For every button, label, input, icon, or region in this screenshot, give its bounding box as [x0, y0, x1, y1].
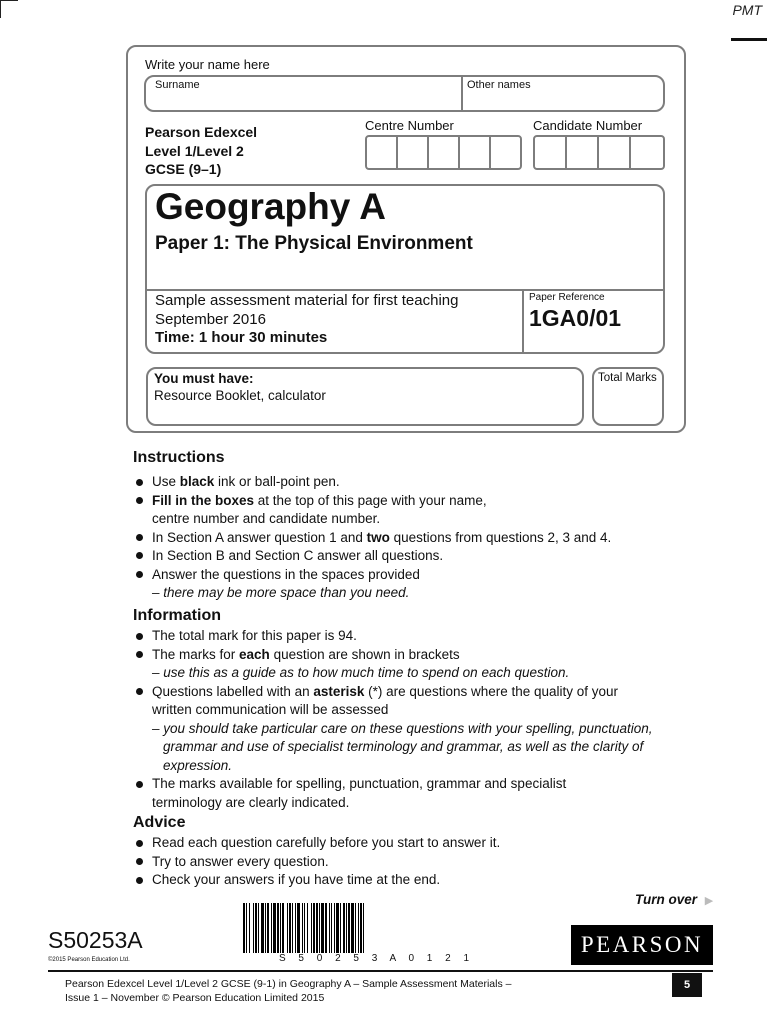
footer-text — [65, 977, 511, 1005]
centre-number-label: Centre Number — [365, 118, 454, 133]
surname-label: Surname — [155, 79, 200, 91]
corner-mark — [0, 0, 18, 1]
information-item — [152, 646, 460, 665]
paper-reference-label: Paper Reference — [529, 292, 605, 303]
exam-board — [145, 123, 257, 179]
turn-over[interactable] — [635, 892, 713, 907]
other-names-label: Other names — [467, 79, 531, 91]
bullet — [136, 840, 143, 847]
turn-over-label: Turn over — [635, 892, 698, 907]
centre-digit-box[interactable] — [398, 137, 429, 169]
bullet — [136, 497, 143, 504]
page-number: 5 — [672, 973, 702, 997]
triangle-right-icon: ▶ — [704, 895, 714, 907]
paper-title: Geography A — [155, 186, 386, 227]
centre-digit-box[interactable] — [460, 137, 491, 169]
must-have-items: Resource Booklet, calculator — [154, 388, 326, 403]
text-run: at the top of this page with your name, — [254, 492, 487, 508]
candidate-number-boxes[interactable] — [533, 135, 665, 170]
paper-reference: 1GA0/01 — [529, 305, 622, 331]
centre-digit-box[interactable] — [429, 137, 460, 169]
pmt-watermark: PMT — [732, 2, 762, 18]
instruction-item — [152, 492, 487, 511]
information-note: – use this as a guide as to how much time to spend on each question. — [152, 665, 570, 680]
candidate-digit-box[interactable] — [599, 137, 631, 169]
board-level: Level 1/Level 2 — [145, 142, 244, 159]
surname-field[interactable] — [155, 92, 455, 110]
advice-item: Read each question carefully before you start to answer it. — [152, 835, 501, 850]
information-continuation: terminology are clearly indicated. — [152, 794, 350, 810]
barcode-digits: S 5 0 2 5 3 A 0 1 2 1 — [278, 953, 470, 964]
information-note: – you should take particular care on these questions with your spelling, punctuation, — [152, 720, 653, 736]
instruction-item: In Section B and Section C answer all questions. — [152, 548, 444, 563]
bullet — [136, 534, 143, 541]
name-divider — [461, 77, 463, 110]
information-continuation: written communication will be assessed — [152, 702, 389, 717]
bullet — [136, 858, 143, 865]
text-run: In Section A answer question 1 and — [152, 529, 367, 545]
text-run: The marks for — [152, 646, 240, 662]
instruction-item: Answer the questions in the spaces provided — [152, 566, 420, 582]
text-run-bold: each — [239, 646, 270, 662]
sample-material — [155, 292, 458, 348]
advice-item: Check your answers if you have time at the end. — [152, 872, 441, 887]
candidate-digit-box[interactable] — [535, 137, 567, 169]
right-margin-rule — [731, 38, 767, 41]
other-names-field[interactable] — [466, 92, 656, 110]
bullet — [136, 688, 143, 695]
copyright-small: ©2015 Pearson Education Ltd. — [48, 957, 130, 963]
information-note: grammar and use of specialist terminology and grammar, as well as the clarity of — [163, 739, 644, 754]
advice-item: Try to answer every question. — [152, 853, 329, 869]
board-name: Pearson Edexcel — [145, 124, 258, 140]
information-item: The total mark for this paper is 94. — [152, 628, 357, 643]
instruction-item — [152, 529, 611, 548]
pearson-logo: PEARSON — [571, 925, 713, 965]
total-marks-label: Total Marks — [598, 372, 657, 384]
sample-line: September 2016 — [155, 310, 266, 328]
bullet — [136, 571, 143, 578]
board-qualification: GCSE (9–1) — [145, 161, 222, 177]
title-divider — [147, 289, 663, 291]
text-run: Questions labelled with an — [152, 683, 314, 699]
candidate-digit-box[interactable] — [567, 137, 599, 169]
text-run: questions from questions 2, 3 and 4. — [389, 529, 612, 545]
information-item — [152, 683, 618, 702]
text-run-bold: two — [366, 529, 390, 545]
paper-code: S50253A — [48, 927, 143, 953]
bullet — [136, 781, 143, 788]
instruction-note: – there may be more space than you need. — [152, 585, 410, 600]
paper-subtitle: Paper 1: The Physical Environment — [155, 233, 473, 254]
centre-digit-box[interactable] — [367, 137, 398, 169]
advice-heading: Advice — [133, 814, 186, 831]
bullet — [136, 633, 143, 640]
footer-line: Issue 1 – November © Pearson Education Limited 2015 — [65, 992, 325, 1004]
bullet — [136, 552, 143, 559]
information-heading: Information — [133, 607, 221, 624]
information-note: expression. — [163, 757, 233, 773]
instructions-heading: Instructions — [133, 449, 225, 466]
text-run-bold: Fill in the boxes — [152, 492, 255, 508]
information-item: The marks available for spelling, punctuation, grammar and specialist — [152, 776, 567, 791]
instruction-continuation: centre number and candidate number. — [152, 511, 381, 526]
centre-digit-box[interactable] — [491, 137, 522, 169]
barcode — [243, 903, 505, 955]
name-prompt: Write your name here — [145, 57, 270, 72]
must-have-label: You must have: — [154, 371, 254, 386]
candidate-number-label: Candidate Number — [533, 118, 643, 133]
text-run-bold: asterisk — [313, 683, 365, 699]
candidate-digit-box[interactable] — [631, 137, 663, 169]
exam-time: Time: 1 hour 30 minutes — [155, 329, 328, 346]
text-run: (*) are questions where the quality of your — [364, 683, 619, 699]
text-run: ink or ball-point pen. — [214, 474, 340, 489]
footer-line: Pearson Edexcel Level 1/Level 2 GCSE (9-1) in Geography A – Sample Assessment Materials – — [65, 978, 512, 990]
text-run: Use — [152, 474, 180, 489]
reference-divider — [522, 289, 524, 352]
bullet — [136, 651, 143, 658]
bullet — [136, 877, 143, 884]
instruction-item — [152, 473, 340, 492]
corner-mark — [0, 0, 1, 18]
text-run: question are shown in brackets — [269, 646, 460, 662]
sample-line: Sample assessment material for first teaching — [155, 292, 459, 309]
bullet — [136, 479, 143, 486]
text-run-bold: black — [179, 474, 215, 489]
footer-rule — [48, 970, 713, 972]
centre-number-boxes[interactable] — [365, 135, 522, 170]
